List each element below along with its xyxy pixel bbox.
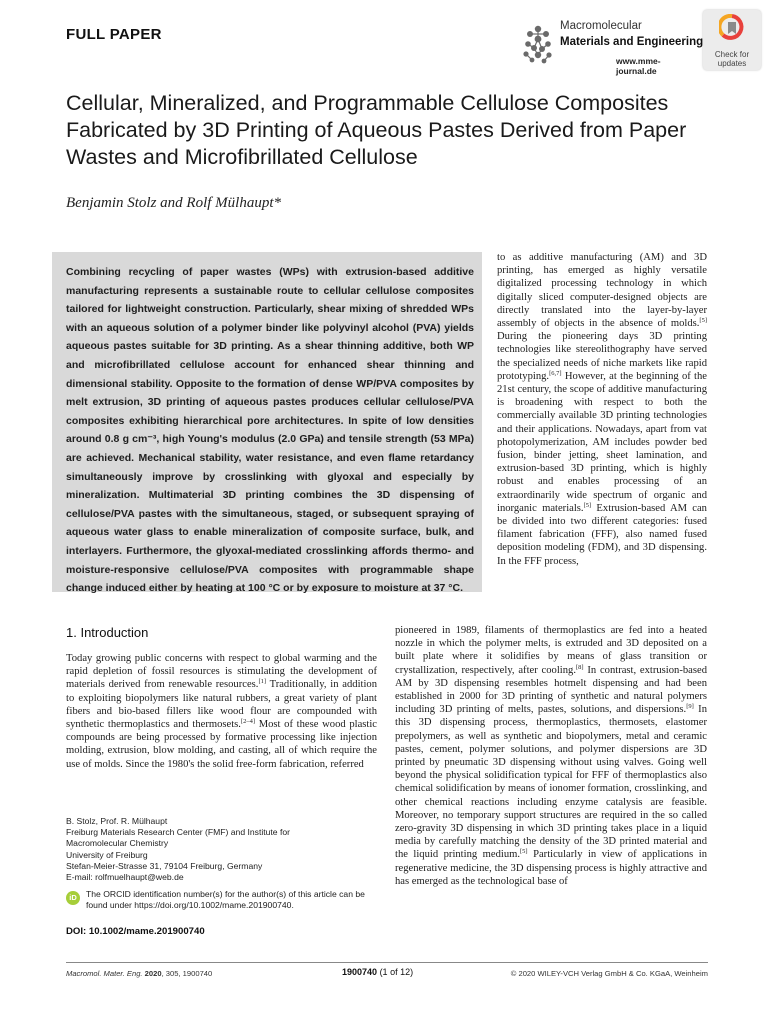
footer-citation <box>66 969 212 978</box>
check-for-updates-icon <box>719 14 745 44</box>
author-affiliation <box>66 816 366 883</box>
footer-year: 2020 <box>144 969 162 978</box>
orcid-icon[interactable]: iD <box>66 891 80 905</box>
article-type-label: FULL PAPER <box>66 26 162 43</box>
reference-citation[interactable]: [6,7] <box>549 369 562 377</box>
footer-page-range: (1 of 12) <box>379 967 414 977</box>
reference-citation[interactable]: [2–4] <box>240 718 256 726</box>
footer-article-number: 1900740 <box>342 967 378 977</box>
body-text-introduction-right: pioneered in 1989, filaments of thermoplastics are fed into a heated nozzle in which the polymer melts, is extruded and 3D deposited on a built plate where it solidifies by means of glass transition or crystallization, respectively, after cooling.[8] In contrast, extrusion-based AM by 3D dispensing resembles hotmelt dispensing and had been established in 2000 for 3D printing of synthetic and natural polymers including 3D printing of melts, pastes, solutions, and dispersions.[9] In this 3D dispensing process, thermoplastics, thermosets, elastomer prepolymers, as well as synthetic and biopolymers, metal and ceramic pastes, cement, polymer solutions, and polymer dispersions are 3D printed by pneumatic 3D dispensing without using valves. Going well beyond the physical solidification typical for FFF of thermoplastics also chemical solidification by means of ionomer formation, crosslinking, and other chemical reactions including enzyme catalysis are feasible. Moreover, no temporary support structures are required in the so called zero-gravity 3D dispensing in which 3D printing takes place in a liquid media by carefully matching the density of the 3D printed material and the liquid printing medium.[5] Particularly in view of applications in regenerative medicine, the 3D dispensing process is highly attractive and has emerged as the technological base of <box>395 625 708 887</box>
journal-name-line2: Materials and Engineering <box>560 36 704 48</box>
body-text-right-column-top: to as additive manufacturing (AM) and 3D printing, has emerged as highly versatile digitalized processing technology in which digitally sliced computer-designed objects are directly translated into the layer-by-layer assembly of objects in the absence of molds.[5] During the pioneering days 3D printing technologies like stereolithography have served the specialized needs of niche markets like rapid prototyping.[6,7] However, at the beginning of the 21st century, the scope of additive manufacturing is broadening with respect to both the commercially available 3D printing technologies and their applications. Nowadays, apart from vat photopolymerization, AM includes powder bed fusion, binder jetting, sheet lamination, and extrusion-based 3D printing, which is highly robust and enables processing of an extraordinarily wide spectrum of organic and inorganic materials.[5] Extrusion-based AM can be divided into two different categories: fused filament fabrication (FFF), also named fused deposition modeling (FDM), and 3D dispensing. In the FFF process, <box>497 252 707 567</box>
reference-citation[interactable]: [1] <box>258 678 267 686</box>
reference-citation[interactable]: [8] <box>575 663 584 671</box>
footer-volume-article: , 305, 1900740 <box>161 969 213 978</box>
reference-citation[interactable]: [5] <box>583 501 592 509</box>
footer-journal-abbrev: Macromol. Mater. Eng. <box>66 969 143 978</box>
journal-url-link[interactable]: www.mme-journal.de <box>616 56 661 76</box>
affiliation-line: Macromolecular Chemistry <box>66 838 169 849</box>
footer-divider <box>66 962 708 963</box>
journal-branding[interactable] <box>520 18 704 76</box>
orcid-note-text[interactable]: The ORCID identification number(s) for the author(s) of this article can be found under https://doi.org/10.1002/mame.201900740. <box>86 889 365 911</box>
affiliation-line: Stefan-Meier-Strasse 31, 79104 Freiburg, Germany <box>66 860 263 871</box>
reference-citation[interactable]: [9] <box>686 703 694 711</box>
reference-citation[interactable]: [5] <box>699 317 707 325</box>
article-title: Cellular, Mineralized, and Programmable Cellulose Composites Fabricated by 3D Printing of Aqueous Pastes Derived from Paper Wastes and Microfibrillated Cellulose <box>66 91 687 169</box>
check-for-updates-button[interactable] <box>703 10 761 70</box>
author-list: Benjamin Stolz and Rolf Mülhaupt* <box>66 195 281 211</box>
affiliation-line: University of Freiburg <box>66 849 148 860</box>
reference-citation[interactable]: [5] <box>520 848 528 856</box>
footer-page-number <box>342 967 413 977</box>
section-heading-introduction: 1. Introduction <box>66 625 149 640</box>
abstract: Combining recycling of paper wastes (WPs) with extrusion-based additive manufacturing represents a sustainable route to cellular cellulose composites tailored for lightweight construction. Particularly, shear mixing of shredded WPs with an aqueous solution of a polymer binder like polyvinyl alcohol (PVA) yields aqueous pastes suitable for 3D printing. As a shear thinning additive, both WP and microfibrillated cellulose account for enhanced shear thinning and dimensional stability. Opposite to the formation of dense WP/PVA composites by melt extrusion, 3D printing of aqueous pastes produces cellular cellulose/PVA composites exhibiting hierarchical pore architectures. In spite of low densities around 0.8 g cm⁻³, high Young's modulus (2.0 GPa) and tensile strength (53 MPa) are achieved. Mechanical stability, water resistance, and even flame retardancy simultaneously improve by crosslinking with glyoxal and especially by mineralization. Multimaterial 3D printing combines the 3D dispensing of cellulose/PVA pastes with the simultaneous, staged, or subsequent spraying of aqueous water glass to enable mineralization of composite surface, bulk, and interlayers. Furthermore, the glyoxal-mediated crosslinking affords thermo- and moisture-responsive cellulose/PVA composites with programmable shape change induced either by heating at 100 °C or by exposure to moisture at 37 °C. <box>66 266 474 595</box>
author-email-link[interactable]: E-mail: rolfmuelhaupt@web.de <box>66 872 184 883</box>
check-for-updates-label: Check for updates <box>714 50 750 68</box>
journal-name-line1: Macromolecular <box>560 20 642 32</box>
affiliation-line: B. Stolz, Prof. R. Mülhaupt <box>66 816 168 826</box>
body-text-introduction-left: Today growing public concerns with respect to global warming and the rapid depletion of fossil resources is stimulating the development of materials derived from renewable resources.[1] Traditionally, in addition to exploiting biopolymers like natural rubbers, a great variety of plant fibers and bio-based fillers like wood flour are compounded with synthetic thermoplastics and thermosets.[2–4] Most of these wood plastic compounds are being processed by formative processing like injection molding, extrusion, blow molding, and casting, all of which require the use of molds. Since the 1980's the solid free-form fabrication, referred <box>66 653 378 770</box>
affiliation-line: Freiburg Materials Research Center (FMF) and Institute for <box>66 827 290 838</box>
footer-copyright: © 2020 WILEY-VCH Verlag GmbH & Co. KGaA, Weinheim <box>510 969 708 978</box>
doi-link[interactable]: DOI: 10.1002/mame.201900740 <box>66 926 205 937</box>
journal-logo-icon <box>520 24 556 64</box>
